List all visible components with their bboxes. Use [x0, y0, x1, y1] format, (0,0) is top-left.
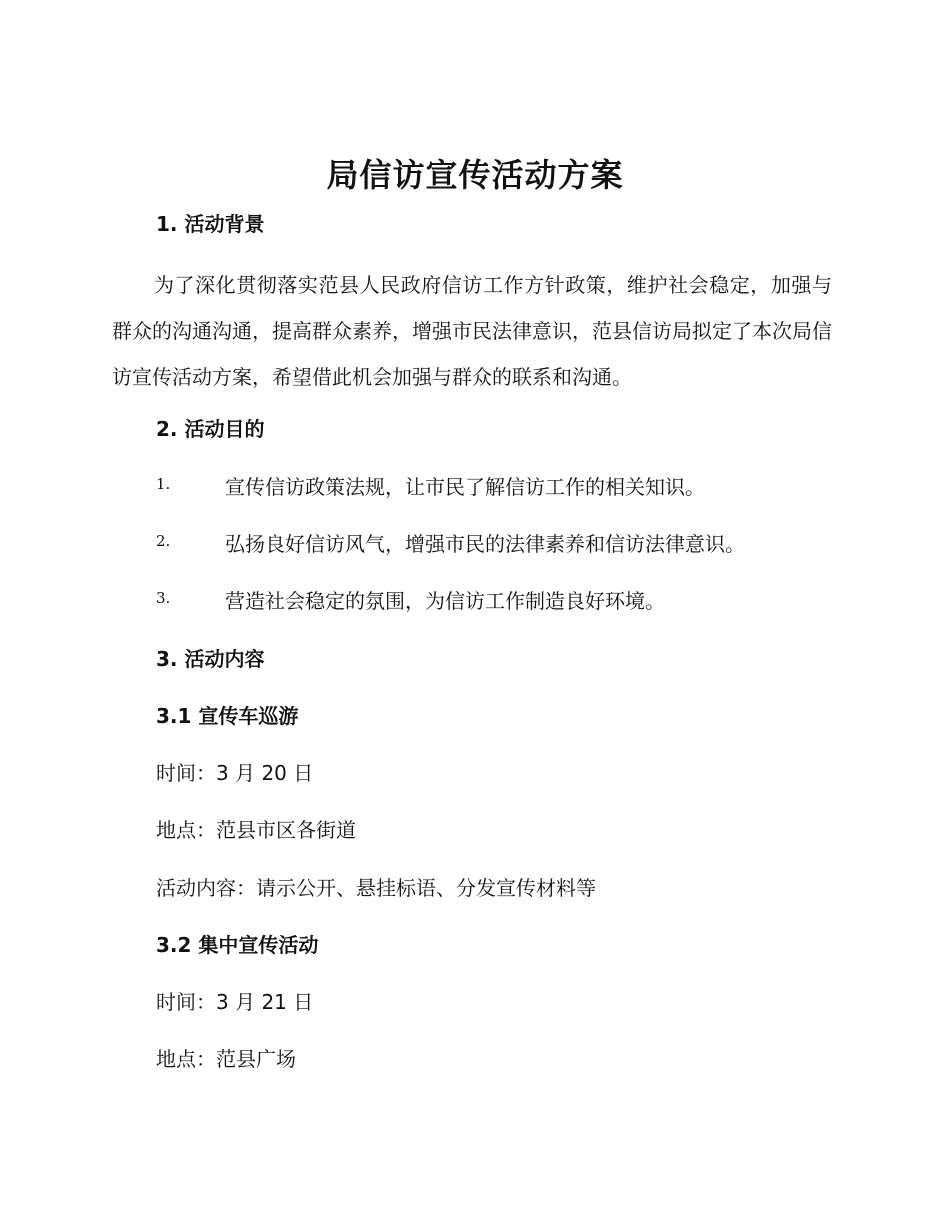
document-title: 局信访宣传活动方案	[326, 156, 624, 194]
parade-time: 时间：3 月 20 日	[156, 761, 314, 785]
event-time: 时间：3 月 21 日	[156, 990, 314, 1014]
subsection-heading-event: 3.2 集中宣传活动	[156, 933, 319, 957]
parade-activity: 活动内容：请示公开、悬挂标语、分发宣传材料等	[156, 876, 596, 900]
list-item-text: 营造社会稳定的氛围，为信访工作制造良好环境。	[225, 589, 665, 613]
list-item-number: 3.	[156, 589, 171, 607]
event-place: 地点：范县广场	[156, 1047, 296, 1071]
list-item-number: 2.	[156, 532, 171, 550]
list-item-text: 弘扬良好信访风气，增强市民的法律素养和信访法律意识。	[225, 532, 745, 556]
parade-place: 地点：范县市区各街道	[156, 818, 356, 842]
subsection-heading-parade: 3.1 宣传车巡游	[156, 704, 299, 728]
section-heading-background: 1. 活动背景	[156, 212, 265, 236]
list-item-text: 宣传信访政策法规，让市民了解信访工作的相关知识。	[225, 475, 705, 499]
section-heading-purpose: 2. 活动目的	[156, 417, 265, 441]
list-item-number: 1.	[156, 475, 171, 493]
background-paragraph: 为了深化贯彻落实范县人民政府信访工作方针政策，维护社会稳定，加强与群众的沟通沟通，提高群众素养，增强市民法律意识，范县信访局拟定了本次局信访宣传活动方案，希望借此机会加强与群众的联系和沟通。	[112, 273, 832, 389]
section-heading-content: 3. 活动内容	[156, 647, 265, 671]
